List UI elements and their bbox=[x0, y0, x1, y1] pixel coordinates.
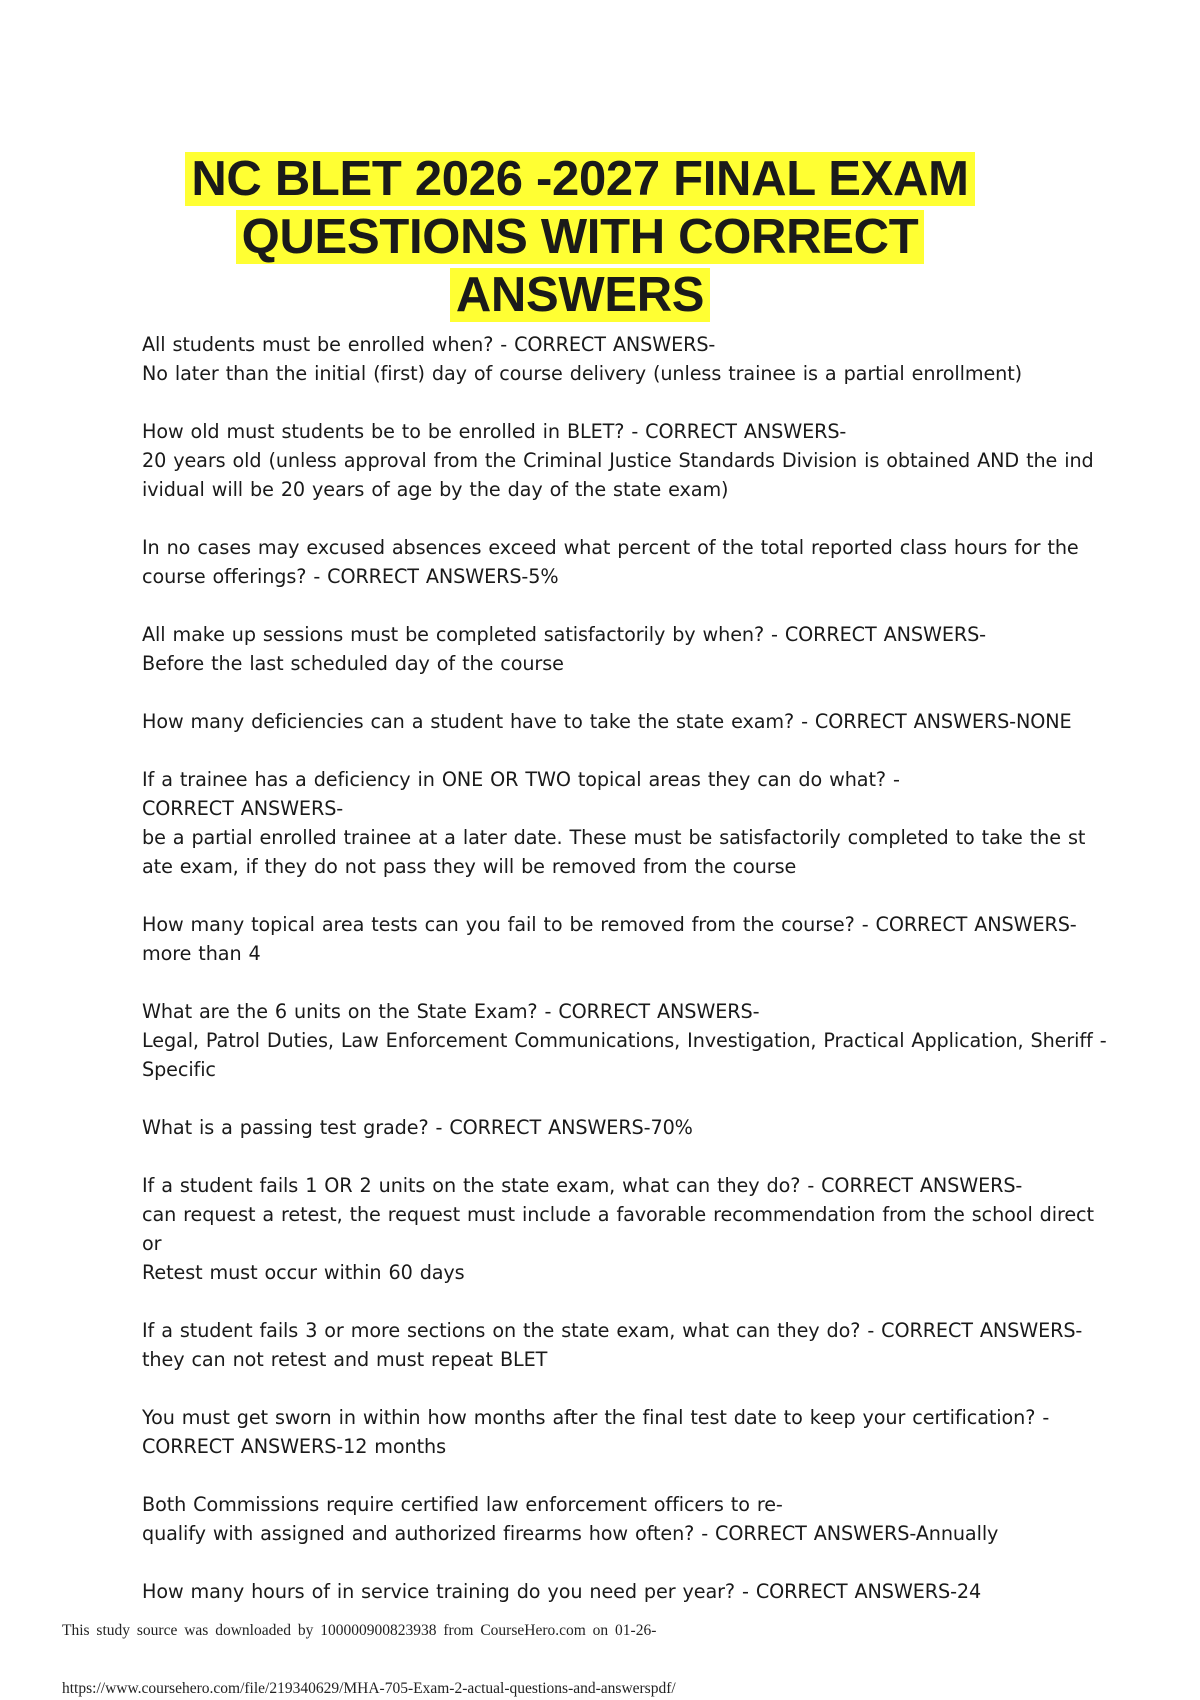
title-line: NC BLET 2026 -2027 FINAL EXAM bbox=[140, 150, 1020, 208]
qa-item bbox=[142, 620, 1072, 678]
title-line: ANSWERS bbox=[140, 266, 1020, 324]
qa-item bbox=[142, 1577, 1072, 1606]
qa-item bbox=[142, 330, 1072, 388]
question-answer-list bbox=[142, 330, 1107, 1635]
qa-line: You must get sworn in within how months after the final test date to keep your certification? - bbox=[142, 1406, 1050, 1429]
qa-line: If a trainee has a deficiency in ONE OR TWO topical areas they can do what? - bbox=[142, 768, 900, 791]
qa-line: course offerings? - CORRECT ANSWERS-5% bbox=[142, 565, 559, 588]
qa-item bbox=[142, 997, 1107, 1084]
qa-line: If a student fails 1 OR 2 units on the state exam, what can they do? - CORRECT ANSWERS- bbox=[142, 1174, 1023, 1197]
title-line: QUESTIONS WITH CORRECT bbox=[140, 208, 1020, 266]
qa-item bbox=[142, 1403, 1072, 1461]
qa-line: or bbox=[142, 1232, 162, 1255]
source-url: https://www.coursehero.com/file/219340629/MHA-705-Exam-2-actual-questions-and-answerspdf/ bbox=[62, 1680, 676, 1697]
qa-line: CORRECT ANSWERS- bbox=[142, 797, 344, 820]
qa-item bbox=[142, 707, 1072, 736]
qa-line: Legal, Patrol Duties, Law Enforcement Communications, Investigation, Practical Application, Sheriff - bbox=[142, 1029, 1107, 1052]
qa-line: How many hours of in service training do you need per year? - CORRECT ANSWERS-24 bbox=[142, 1580, 982, 1603]
qa-item bbox=[142, 1316, 1083, 1374]
qa-line: Both Commissions require certified law enforcement officers to re- bbox=[142, 1493, 783, 1516]
qa-line: How many topical area tests can you fail to be removed from the course? - CORRECT ANSWERS- bbox=[142, 913, 1077, 936]
qa-line: If a student fails 3 or more sections on the state exam, what can they do? - CORRECT ANSWERS- bbox=[142, 1319, 1083, 1342]
download-notice: This study source was downloaded by 100000900823938 from CourseHero.com on 01-26- bbox=[62, 1622, 657, 1639]
qa-line: All students must be enrolled when? - CORRECT ANSWERS- bbox=[142, 333, 716, 356]
qa-line: Specific bbox=[142, 1058, 216, 1081]
qa-item bbox=[142, 1490, 1072, 1548]
qa-line: more than 4 bbox=[142, 942, 261, 965]
qa-item bbox=[142, 1113, 1072, 1142]
qa-line: they can not retest and must repeat BLET bbox=[142, 1348, 548, 1371]
qa-line: In no cases may excused absences exceed what percent of the total reported class hours for the bbox=[142, 536, 1079, 559]
qa-line: Before the last scheduled day of the course bbox=[142, 652, 564, 675]
qa-line: What are the 6 units on the State Exam? - CORRECT ANSWERS- bbox=[142, 1000, 760, 1023]
qa-line: How old must students be to be enrolled in BLET? - CORRECT ANSWERS- bbox=[142, 420, 847, 443]
qa-item bbox=[142, 1171, 1094, 1287]
qa-line: be a partial enrolled trainee at a later date. These must be satisfactorily completed to take the st bbox=[142, 826, 1086, 849]
qa-item bbox=[142, 910, 1077, 968]
qa-line: ividual will be 20 years of age by the day of the state exam) bbox=[142, 478, 729, 501]
qa-line: No later than the initial (first) day of course delivery (unless trainee is a partial enrollment) bbox=[142, 362, 1023, 385]
qa-item bbox=[142, 533, 1079, 591]
qa-line: qualify with assigned and authorized firearms how often? - CORRECT ANSWERS-Annually bbox=[142, 1522, 999, 1545]
qa-line: Retest must occur within 60 days bbox=[142, 1261, 465, 1284]
qa-line: can request a retest, the request must include a favorable recommendation from the school direct bbox=[142, 1203, 1094, 1226]
qa-line: What is a passing test grade? - CORRECT ANSWERS-70% bbox=[142, 1116, 693, 1139]
qa-line: ate exam, if they do not pass they will be removed from the course bbox=[142, 855, 797, 878]
qa-line: 20 years old (unless approval from the Criminal Justice Standards Division is obtained AND the ind bbox=[142, 449, 1094, 472]
qa-line: All make up sessions must be completed satisfactorily by when? - CORRECT ANSWERS- bbox=[142, 623, 986, 646]
qa-item bbox=[142, 765, 1086, 881]
qa-line: How many deficiencies can a student have to take the state exam? - CORRECT ANSWERS-NONE bbox=[142, 710, 1072, 733]
qa-line: CORRECT ANSWERS-12 months bbox=[142, 1435, 446, 1458]
document-title bbox=[140, 150, 1020, 324]
qa-item bbox=[142, 417, 1094, 504]
